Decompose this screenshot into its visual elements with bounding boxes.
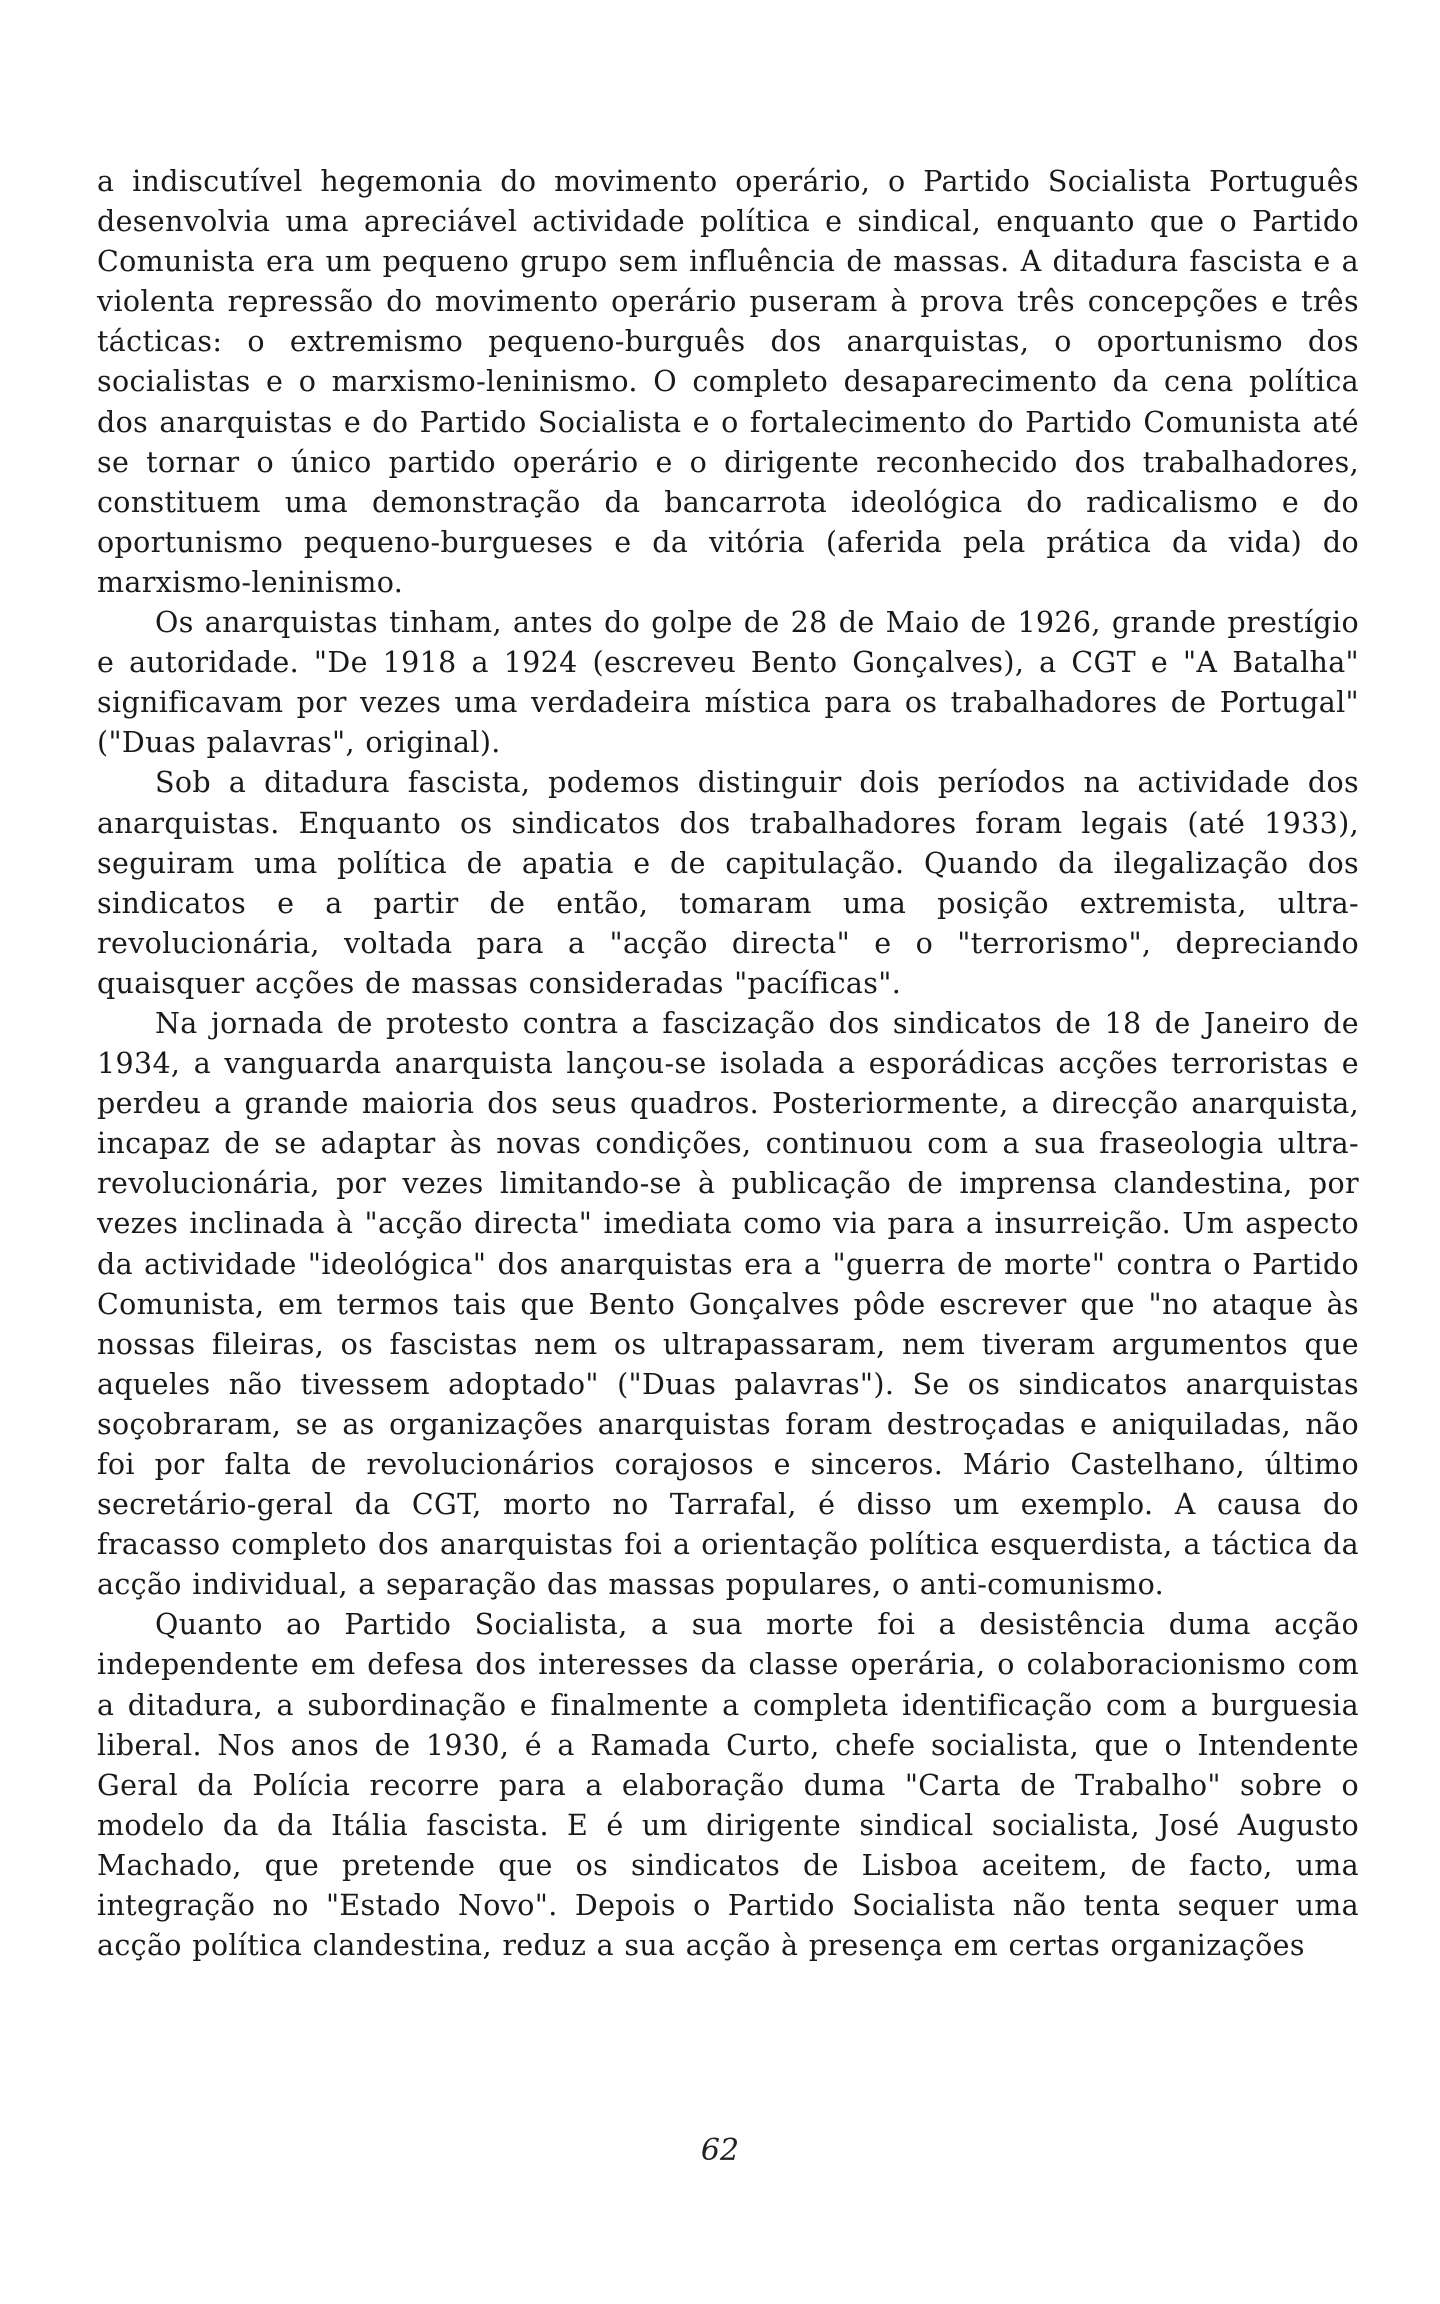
paragraph-4: Na jornada de protesto contra a fascização dos sindicatos de 18 de Janeiro de 1934, a vanguarda anarquista lançou-se isolada a esporádicas acções terroristas e perdeu a grande maioria dos seus quadros. Posteriormente, a direcção anarquista, incapaz de se adaptar às novas condições, continuou com a sua fraseologia ultra-revolucionária, por vezes limitando-se à publicação de imprensa clandestina, por vezes inclinada à "acção directa" imediata como via para a insurreição. Um aspecto da actividade "ideológica" dos anarquistas era a "guerra de morte" contra o Partido Comunista, em termos tais que Bento Gonçalves pôde escrever que "no ataque às nossas fileiras, os fascistas nem os ultrapassaram, nem tiveram argumentos que aqueles não tivessem adoptado" ("Duas palavras"). Se os sindicatos anarquistas soçobraram, se as organizações anarquistas foram destroçadas e aniquiladas, não foi por falta de revolucionários corajosos e sinceros. Mário Castelhano, último secretário-geral da CGT, morto no Tarrafal, é disso um exemplo. A causa do fracasso completo dos anarquistas foi a orientação política esquerdista, a táctica da acção individual, a separação das massas populares, o anti-comunismo.: [97, 1006, 1359, 1602]
paragraph-3: Sob a ditadura fascista, podemos distinguir dois períodos na actividade dos anarquistas. Enquanto os sindicatos dos trabalhadores foram legais (até 1933), seguiram uma política de apatia e de capitulação. Quando da ilegalização dos sindicatos e a partir de então, tomaram uma posição extremista, ultra-revolucionária, voltada para a "acção directa" e o "terrorismo", depreciando quaisquer acções de massas consideradas "pacíficas".: [97, 766, 1359, 1000]
body-text: [97, 162, 1359, 1966]
paragraph-2: Os anarquistas tinham, antes do golpe de 28 de Maio de 1926, grande prestígio e autoridade. "De 1918 a 1924 (escreveu Bento Gonçalves), a CGT e "A Batalha" significavam por vezes uma verdadeira mística para os trabalhadores de Portugal" ("Duas palavras", original).: [97, 606, 1359, 760]
paragraph-5: Quanto ao Partido Socialista, a sua morte foi a desistência duma acção independente em defesa dos interesses da classe operária, o colaboracionismo com a ditadura, a subordinação e finalmente a completa identificação com a burguesia liberal. Nos anos de 1930, é a Ramada Curto, chefe socialista, que o Intendente Geral da Polícia recorre para a elaboração duma "Carta de Trabalho" sobre o modelo da da Itália fascista. E é um dirigente sindical socialista, José Augusto Machado, que pretende que os sindicatos de Lisboa aceitem, de facto, uma integração no "Estado Novo". Depois o Partido Socialista não tenta sequer uma acção política clandestina, reduz a sua acção à presença em certas organizações: [97, 1608, 1359, 1963]
paragraph-1: a indiscutível hegemonia do movimento operário, o Partido Socialista Português desenvolvia uma apreciável actividade política e sindical, enquanto que o Partido Comunista era um pequeno grupo sem influência de massas. A ditadura fascista e a violenta repressão do movimento operário puseram à prova três concepções e três tácticas: o extremismo pequeno-burguês dos anarquistas, o oportunismo dos socialistas e o marxismo-leninismo. O completo desaparecimento da cena política dos anarquistas e do Partido Socialista e o fortalecimento do Partido Comunista até se tornar o único partido operário e o dirigente reconhecido dos trabalhadores, constituem uma demonstração da bancarrota ideológica do radicalismo e do oportunismo pequeno-burgueses e da vitória (aferida pela prática da vida) do marxismo-leninismo.: [97, 165, 1359, 599]
page-number: 62: [700, 2133, 740, 2168]
